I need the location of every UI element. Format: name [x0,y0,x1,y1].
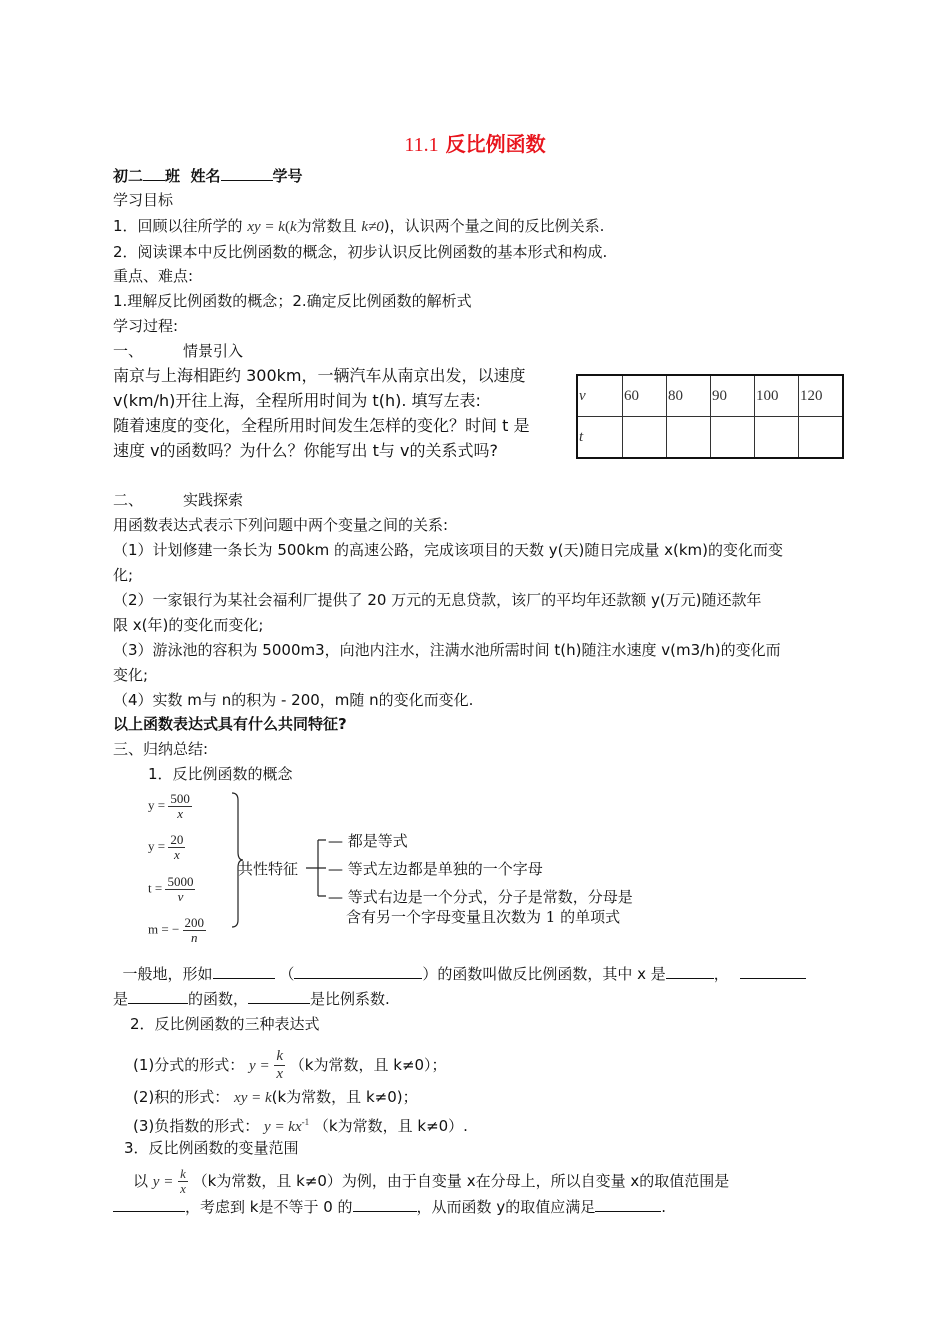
formula-xy-k: xy = k [247,219,285,235]
table-cell-t[interactable] [623,417,667,459]
name-blank[interactable] [221,166,273,181]
form-3 [133,1112,468,1137]
range2-text-c: . [661,1198,666,1216]
form-3-label: (3)负指数的形式： [133,1117,260,1135]
title-text: 反比例函数 [445,132,546,156]
var-k: k [289,219,297,235]
eq2-denominator: x [173,847,180,862]
section3-heading: 三、归纳总结: [113,740,209,758]
form-1-label: (1)分式的形式： [133,1056,245,1074]
section1-line-4: 速度 v的函数吗？为什么？你能写出 t与 v的关系式吗? [113,441,498,460]
section1-line-1: 南京与上海相距约 300km，一辆汽车从南京出发，以速度 [113,366,526,385]
def-text-d: ， [713,965,729,983]
table-cell-v: 60 [623,375,667,417]
feature-3: — 等式右边是一个分式，分子是常数，分母是 [328,888,633,906]
table-label-v: v [577,375,623,417]
form-3-exponent: -1 [301,1117,310,1127]
problem-1-line-1: （1）计划修建一条长为 500km 的高速公路，完成该项目的天数 y(天)随日完成量 x(km)的变化而变 [113,541,784,559]
tree-connector-icon [306,838,326,900]
equation-4 [148,916,206,945]
range-blank-x[interactable] [113,1197,185,1212]
student-info-line [113,166,303,186]
problem-2-line-2: 限 x(年)的变化而变化; [113,616,264,634]
definition-line-1 [113,964,806,984]
definition-line-2 [113,989,390,1009]
key-points-text: 1.理解反比例函数的概念；2.确定反比例函数的解析式 [113,292,472,310]
equation-2 [148,833,185,862]
objective-2: 2．阅读课本中反比例函数的概念，初步认识反比例函数的基本形式和构成. [113,243,608,261]
feature-1-text: 都是等式 [347,832,408,850]
table-cell-t[interactable] [755,417,799,459]
section1-number: 一、 [113,342,144,360]
range-text-a: 以 [133,1172,149,1190]
eq2-lhs: y = [148,838,166,854]
id-label: 学号 [272,167,303,185]
range-line-2 [113,1197,666,1217]
common-feature-question: 以上函数表达式具有什么共同特征? [113,715,347,733]
form-3-expression: y = kx [264,1119,302,1135]
problem-3-line-2: 变化; [113,666,149,684]
name-label: 姓名 [190,167,221,185]
range-numerator: k [180,1166,186,1181]
section2-number: 二、 [113,491,144,509]
table-cell-t[interactable] [799,417,844,459]
def-blank-coefficient[interactable] [248,989,310,1004]
eq1-numerator: 500 [170,791,190,806]
form-1-numerator: k [276,1048,284,1064]
condition-text: 为常数且 [296,217,357,235]
forms-subheading: 2．反比例函数的三种表达式 [130,1015,320,1033]
def-text-a: 一般地，形如 [122,965,213,983]
feature-3-text: 等式右边是一个分式，分子是常数，分母是 [347,888,633,906]
def2-text-b: 的函数， [188,990,249,1008]
speed-time-table [576,374,844,459]
class-label: 班 [165,167,181,185]
section2-intro: 用函数表达式表示下列问题中两个变量之间的关系: [113,516,449,534]
common-feature-label: 共性特征 [238,860,299,878]
def2-text-c: 是比例系数. [310,990,390,1008]
section2-title: 实践探索 [183,491,244,509]
form-2-label: (2)积的形式： [133,1088,230,1106]
eq3-numerator: 5000 [167,874,194,889]
section2-heading [113,490,243,510]
section1-heading [113,341,243,361]
objective-1-suffix: )，认识两个量之间的反比例关系. [383,217,605,235]
form-2-condition: (k为常数，且 k≠0)； [271,1088,418,1106]
eq4-numerator: 200 [184,915,205,930]
def-blank-condition[interactable] [294,964,422,979]
feature-2-text: 等式左边都是单独的一个字母 [347,860,543,878]
range-denominator: x [180,1181,186,1196]
problem-4: （4）实数 m与 n的积为 - 200，m随 n的变化而变化. [113,691,474,709]
def-text-b: （ [279,965,295,983]
equation-1 [148,792,192,821]
grade-label: 初二 [113,167,144,185]
range-blank-k[interactable] [353,1197,417,1212]
equation-3 [148,875,195,904]
def-blank-form[interactable] [213,964,275,979]
process-heading: 学习过程: [113,317,179,335]
eq4-denominator: n [191,930,198,945]
form-2-expression: xy = k [234,1090,272,1106]
eq3-lhs: t = [148,880,163,896]
objective-1 [113,216,604,237]
problem-3-line-1: （3）游泳池的容积为 5000m3，向池内注水，注满水池所需时间 t(h)随注水速度 v(m3/h)的变化而 [113,641,781,659]
concept-subheading: 1．反比例函数的概念 [148,765,293,783]
def-text-c: ）的函数叫做反比例函数，其中 x 是 [422,965,666,983]
eq1-lhs: y = [148,797,166,813]
eq2-numerator: 20 [170,832,184,847]
feature-1: — 都是等式 [328,832,408,850]
objectives-heading: 学习目标 [113,191,174,209]
form-1-condition: （k为常数，且 k≠0）； [289,1056,447,1074]
class-blank[interactable] [143,166,165,181]
def-blank-x[interactable] [666,964,714,979]
problem-1-line-2: 化; [113,566,134,584]
range-subheading: 3．反比例函数的变量范围 [124,1139,299,1157]
table-cell-v: 100 [755,375,799,417]
section1-title: 情景引入 [183,342,244,360]
paren-open: ( [284,219,290,235]
table-cell-v: 80 [667,375,711,417]
section1-line-2: v(km/h)开往上海，全程所用时间为 t(h). 填写左表: [113,391,481,410]
eq4-lhs: m = − [148,921,180,937]
def-blank-function-of[interactable] [128,989,188,1004]
range-text-b: （k为常数，且 k≠0）为例，由于自变量 x在分母上，所以自变量 x的取值范围是 [192,1172,730,1190]
feature-3-cont: 含有另一个字母变量且次数为 1 的单项式 [346,908,621,926]
range2-text-a: ，考虑到 k是不等于 0 的 [185,1198,353,1216]
range-blank-y[interactable] [595,1197,661,1212]
section1-line-3: 随着速度的变化，全程所用时间发生怎样的变化？时间 t 是 [113,416,530,435]
table-cell-t[interactable] [667,417,711,459]
k-not-zero: k≠0 [361,219,384,235]
feature-2: — 等式左边都是单独的一个字母 [328,860,543,878]
common-features-diagram [140,790,680,955]
form-3-condition: （k为常数，且 k≠0）. [313,1117,468,1135]
eq1-denominator: x [177,806,183,821]
range2-text-b: ，从而函数 y的取值应满足 [416,1198,596,1216]
title-number: 11.1 [404,134,439,156]
table-cell-t[interactable] [711,417,755,459]
table-cell-v: 120 [799,375,844,417]
table-cell-v: 90 [711,375,755,417]
form-2 [133,1087,418,1108]
range-lhs: y = [152,1174,174,1190]
form-1-lhs: y = [249,1058,270,1074]
table-label-t: t [577,417,623,459]
eq3-denominator: v [177,889,184,904]
objective-1-prefix: 1．回顾以往所学的 [113,217,243,235]
range-line-1 [133,1167,729,1196]
def-blank-y[interactable] [740,964,806,979]
form-1-denominator: x [276,1066,284,1082]
problem-2-line-1: （2）一家银行为某社会福利厂提供了 20 万元的无息贷款，该厂的平均年还款额 y(万元)随还款年 [113,591,762,609]
form-1 [133,1048,447,1083]
page-title [0,128,950,157]
def2-text-a: 是 [113,990,129,1008]
table-row-v [577,375,843,417]
table-row-t [577,417,843,459]
key-points-heading: 重点、难点: [113,267,194,285]
